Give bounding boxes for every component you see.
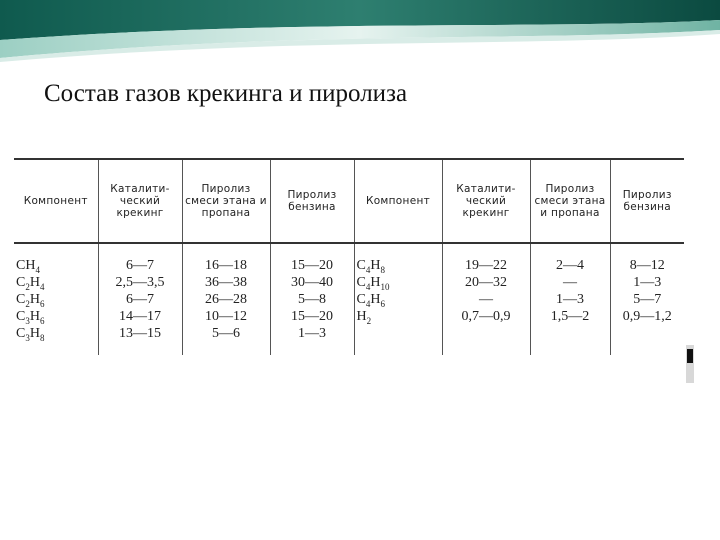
table-cell-value: 16—18 [205, 258, 247, 273]
formula-element: H [370, 258, 381, 273]
table-cell-value: 1—3 [633, 275, 662, 290]
formula-subscript: 2 [25, 298, 30, 309]
component-formula [16, 292, 96, 309]
formula-element: C [16, 326, 26, 341]
formula-subscript: 8 [380, 264, 385, 275]
gas-composition-table-wrap [14, 158, 684, 376]
formula-element: C [356, 275, 366, 290]
gas-composition-table [14, 158, 684, 355]
component-formula [357, 309, 440, 326]
table-cell-value: 19—22 [465, 258, 507, 273]
component-formula [16, 309, 96, 326]
formula-subscript: 8 [39, 332, 45, 343]
left-catalytic-cell [98, 243, 182, 355]
table-cell-value: 8—12 [629, 258, 665, 273]
table-cell-value: 1—3 [298, 326, 326, 341]
column-header: Пиролиз бензина [270, 159, 354, 243]
formula-subscript: 4 [35, 264, 40, 275]
formula-subscript: 4 [39, 281, 45, 292]
formula-subscript: 4 [365, 281, 371, 292]
left-components-cell [14, 243, 98, 355]
component-formula [357, 275, 440, 292]
column-header: Каталити-ческий крекинг [98, 159, 182, 243]
table-cell-value: 10—12 [205, 309, 247, 324]
formula-element: H [29, 326, 40, 341]
table-cell-value: 0,7—0,9 [461, 309, 511, 324]
formula-subscript: 6 [380, 298, 385, 309]
formula-subscript: 6 [39, 315, 45, 326]
table-cell-value: 13—15 [119, 326, 161, 341]
formula-element: H [356, 309, 367, 324]
right-catalytic-cell [442, 243, 530, 355]
table-cell-value: 1,5—2 [550, 309, 590, 324]
formula-subscript: 2 [366, 315, 372, 326]
table-body-row [14, 243, 684, 355]
table-cell-value: 36—38 [205, 275, 247, 290]
scrollbar[interactable] [686, 345, 694, 383]
table-cell-value: 0,9—1,2 [622, 309, 672, 324]
formula-subscript: 10 [380, 281, 390, 292]
formula-element: H [29, 275, 40, 290]
formula-subscript: 3 [25, 315, 30, 326]
formula-subscript: 4 [365, 264, 371, 275]
header-banner [0, 0, 720, 62]
left-ethane-propane-cell [182, 243, 270, 355]
table-cell-value: — [479, 292, 493, 307]
component-formula [16, 275, 96, 292]
table-cell-value: — [563, 275, 577, 290]
table-cell-value: 1—3 [556, 292, 584, 307]
table-header-row [14, 159, 684, 243]
component-formula [357, 292, 440, 309]
formula-element: H [370, 292, 381, 307]
formula-element: CH [16, 258, 36, 273]
right-gasoline-cell [610, 243, 684, 355]
component-formula [16, 326, 96, 343]
table-cell-value: 15—20 [291, 309, 333, 324]
table-cell-value: 2—4 [556, 258, 584, 273]
formula-subscript: 2 [25, 281, 30, 292]
left-gasoline-cell [270, 243, 354, 355]
formula-element: C [356, 292, 366, 307]
formula-element: H [29, 292, 40, 307]
table-cell-value: 20—32 [465, 275, 507, 290]
right-components-cell [354, 243, 442, 355]
table-cell-value: 5—8 [298, 292, 326, 307]
formula-element: H [29, 309, 40, 324]
right-ethane-propane-cell [530, 243, 610, 355]
table-cell-value: 30—40 [291, 275, 333, 290]
formula-element: C [16, 309, 26, 324]
component-formula [16, 258, 96, 275]
formula-subscript: 4 [365, 298, 371, 309]
formula-element: C [16, 275, 26, 290]
table-cell-value: 5—7 [633, 292, 662, 307]
formula-subscript: 3 [25, 332, 30, 343]
table-cell-value: 6—7 [126, 292, 154, 307]
formula-element: C [356, 258, 366, 273]
table-cell-value: 26—28 [205, 292, 247, 307]
table-cell-value: 5—6 [212, 326, 240, 341]
formula-element: C [16, 292, 26, 307]
formula-subscript: 6 [39, 298, 45, 309]
table-cell-value: 14—17 [119, 309, 161, 324]
table-cell-value: 2,5—3,5 [115, 275, 165, 290]
formula-element: H [370, 275, 381, 290]
component-formula [357, 258, 440, 275]
column-header: Компонент [14, 159, 98, 243]
column-header: Пиролиз смеси этана и пропана [182, 159, 270, 243]
table-cell-value: 6—7 [126, 258, 154, 273]
column-header: Пиролиз смеси этана и пропана [530, 159, 610, 243]
column-header: Каталити-ческий крекинг [442, 159, 530, 243]
table-cell-value: 15—20 [291, 258, 333, 273]
column-header: Компонент [354, 159, 442, 243]
scrollbar-thumb[interactable] [687, 349, 693, 363]
slide-title: Состав газов крекинга и пиролиза [44, 80, 408, 107]
column-header: Пиролиз бензина [610, 159, 684, 243]
